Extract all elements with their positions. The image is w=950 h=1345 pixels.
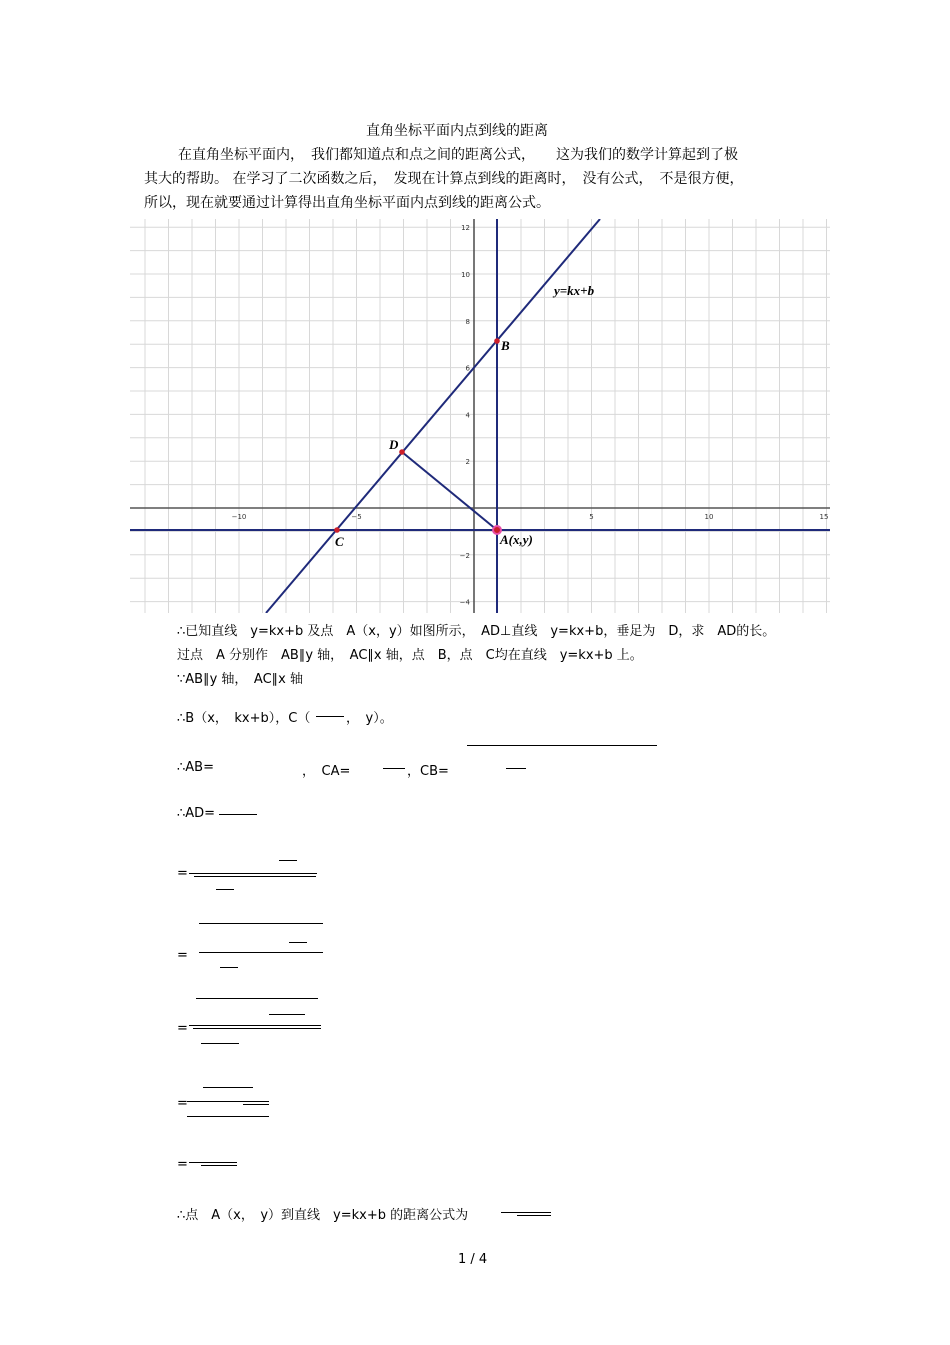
radical-bar: [196, 998, 318, 999]
fraction-bar: [506, 768, 526, 769]
equals-step-1: =: [177, 866, 188, 881]
perpendicular-ad: [402, 452, 497, 530]
x-tick-label: −5: [351, 513, 362, 521]
fraction-bar: [220, 967, 238, 968]
y-tick-label: 8: [465, 317, 470, 326]
coords-statement: ∴B（x， kx+b），C（: [177, 711, 311, 726]
y-tick-label: 6: [465, 364, 470, 373]
y-tick-label: 2: [465, 458, 470, 467]
page-number: 1 / 4: [458, 1252, 488, 1267]
y-tick-label: 10: [461, 271, 470, 279]
x-tick-label: 5: [589, 513, 594, 521]
fraction-bar: [243, 1104, 269, 1105]
fraction-bar: [279, 860, 297, 861]
equals-step-4: =: [177, 1096, 188, 1111]
fraction-bar: [316, 716, 344, 717]
label-b: B: [501, 338, 510, 353]
fraction-bar: [187, 1101, 269, 1102]
fraction-bar: [501, 1212, 551, 1213]
label-a: A(x,y): [500, 532, 533, 547]
radical-bar: [194, 876, 316, 877]
length-cb: ，CB=: [407, 764, 449, 779]
y-tick-labels: [460, 224, 471, 606]
line-label: y=kx+b: [554, 283, 595, 298]
y-tick-label: 4: [465, 411, 470, 420]
fraction-bar: [383, 768, 405, 769]
equals-step-3: =: [177, 1021, 188, 1036]
intro-line-2: 其大的帮助。 在学习了二次函数之后， 发现在计算点到线的距离时， 没有公式， 不是很方便，: [144, 171, 744, 187]
point-b: [494, 338, 500, 344]
label-c: C: [335, 534, 344, 549]
fraction-bar: [216, 889, 234, 890]
x-tick-label: 15: [819, 513, 829, 521]
radical-bar: [199, 923, 323, 924]
line-y-kx-b: [266, 219, 600, 613]
point-d: [399, 449, 405, 455]
intro-line-3: 所以，现在就要通过计算得出直角坐标平面内点到线的距离公式。: [144, 195, 550, 211]
radical-bar: [517, 1215, 551, 1216]
intro-line-1: 在直角坐标平面内， 我们都知道点和点之间的距离公式， 这为我们的数学计算起到了极: [178, 147, 738, 163]
y-tick-label: 12: [461, 224, 470, 233]
ad-statement: ∴AD=: [177, 806, 216, 821]
radical-bar: [193, 1028, 321, 1029]
radical-bar: [203, 1087, 253, 1088]
x-tick-label: −10: [231, 513, 247, 521]
fraction-bar: [289, 942, 307, 943]
page-title: 直角坐标平面内点到线的距离: [366, 123, 548, 139]
construct-statement: 过点 A 分别作 AB∥y 轴， AC∥x 轴，点 B，点 C均在直线 y=kx+b 上。: [177, 648, 643, 663]
coordinate-graph: [130, 219, 830, 613]
fraction-bar: [189, 873, 317, 874]
point-c: [334, 527, 340, 533]
radical-bar: [187, 1116, 269, 1117]
fraction-bar: [219, 814, 257, 815]
because-statement: ∵AB∥y 轴， AC∥x 轴: [177, 672, 303, 687]
conclusion-statement: ∴点 A（x， y）到直线 y=kx+b 的距离公式为: [177, 1208, 469, 1223]
equals-step-5: =: [177, 1157, 188, 1172]
label-d: D: [389, 437, 399, 452]
x-tick-labels: [232, 513, 829, 521]
given-statement: ∴已知直线 y=kx+b 及点 A（x，y）如图所示， AD⊥直线 y=kx+b，垂足为 D，求 AD的长。: [177, 624, 776, 639]
y-tick-label: −4: [459, 598, 470, 607]
length-ca: ， CA=: [302, 764, 351, 779]
radical-bar: [467, 745, 657, 746]
coords-statement-end: ， y）。: [346, 711, 393, 726]
x-tick-label: 10: [704, 513, 714, 521]
fraction-bar: [269, 1014, 305, 1015]
equals-step-2: =: [177, 948, 188, 963]
grid: [130, 219, 830, 613]
radical-bar: [201, 1165, 237, 1166]
length-ab: ∴AB=: [177, 760, 214, 775]
fraction-bar: [189, 1162, 237, 1163]
fraction-bar: [199, 952, 323, 953]
y-tick-label: −2: [459, 551, 470, 560]
fraction-bar: [201, 1043, 239, 1044]
fraction-bar: [189, 1025, 321, 1026]
